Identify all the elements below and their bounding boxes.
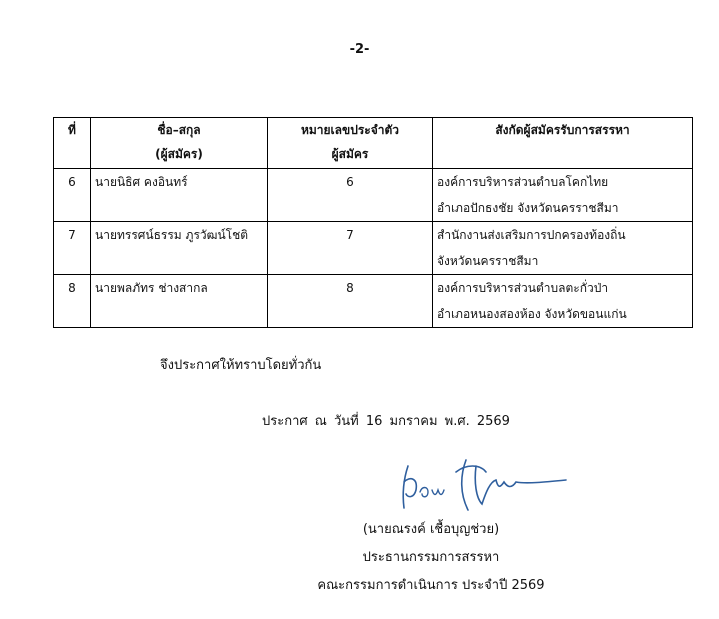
closing-statement: จึงประกาศให้ทราบโดยทั่วกัน (160, 358, 322, 373)
row-id: 8 (268, 275, 433, 328)
row-name: นายนิธิศ คงอินทร์ (91, 169, 268, 222)
row-no: 6 (54, 169, 91, 222)
row-no: 7 (54, 222, 91, 275)
table-row (54, 275, 693, 328)
row-affiliation: สำนักงานส่งเสริมการปกครองท้องถิ่น จังหวัดนครราชสีมา (433, 222, 693, 275)
announcement-date: ประกาศ ณ วันที่ 16 มกราคม พ.ศ. 2569 (262, 414, 510, 429)
header-name: ชื่อ–สกุล (ผู้สมัคร) (91, 118, 268, 169)
handwritten-signature (386, 452, 580, 518)
header-no: ที่ (54, 118, 91, 169)
row-affiliation: องค์การบริหารส่วนตำบลตะกั่วป่า อำเภอหนองสองห้อง จังหวัดขอนแก่น (433, 275, 693, 328)
signer-position: ประธานกรรมการสรรหา (362, 550, 500, 565)
header-affiliation: สังกัดผู้สมัครรับการสรรหา (433, 118, 693, 169)
row-id: 6 (268, 169, 433, 222)
row-no: 8 (54, 275, 91, 328)
row-id: 7 (268, 222, 433, 275)
page-number: -2- (349, 42, 370, 57)
row-name: นายพลภัทร ช่างสากล (91, 275, 268, 328)
row-name: นายทรรศน์ธรรม ภูรวัฒน์โชติ (91, 222, 268, 275)
signer-committee: คณะกรรมการดำเนินการ ประจำปี 2569 (317, 578, 545, 593)
table-row (54, 169, 693, 222)
candidate-table (53, 117, 693, 328)
signer-name: (นายณรงค์ เชื้อบุญช่วย) (362, 522, 500, 537)
header-id: หมายเลขประจำตัว ผู้สมัคร (268, 118, 433, 169)
table-header-row (54, 118, 693, 169)
row-affiliation: องค์การบริหารส่วนตำบลโคกไทย อำเภอปักธงชัย จังหวัดนครราชสีมา (433, 169, 693, 222)
table-row (54, 222, 693, 275)
